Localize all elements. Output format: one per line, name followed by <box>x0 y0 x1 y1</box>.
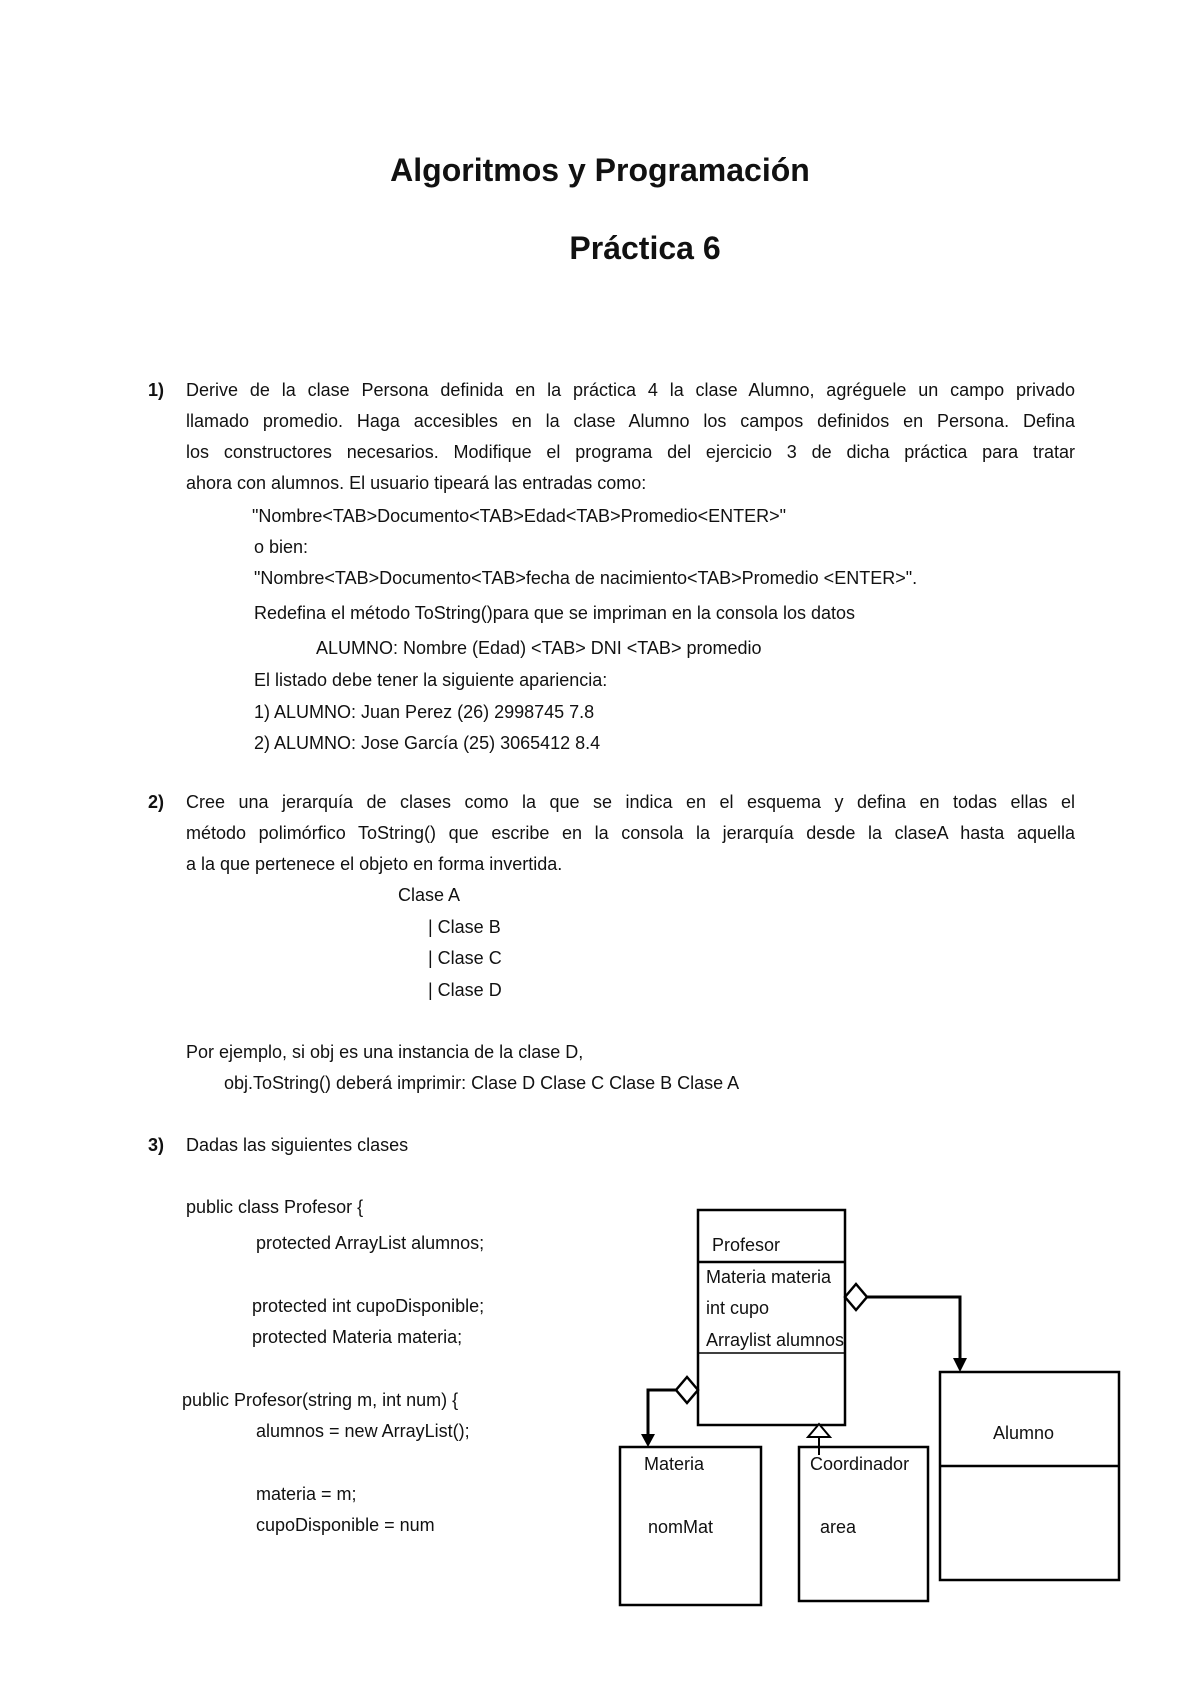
aggregation-diamond-alumno <box>845 1284 867 1310</box>
hierarchy-class-d: | Clase D <box>428 980 502 1000</box>
or-label: o bien: <box>254 537 309 557</box>
code-constructor: public Profesor(string m, int num) { <box>182 1390 459 1410</box>
exercise-2-line: método polimórfico ToString() que escribe en la consola la jerarquía desde la claseA hasta aquella <box>186 823 1075 843</box>
code-field-materia: protected Materia materia; <box>252 1327 463 1347</box>
code-field-cupo: protected int cupoDisponible; <box>252 1296 485 1316</box>
code-stmt-alumnos: alumnos = new ArrayList(); <box>256 1421 470 1441</box>
aggregation-line-alumno <box>867 1297 960 1360</box>
exercise-2-line: Cree una jerarquía de clases como la que se indica en el esquema y defina en todas ellas el <box>186 792 1075 812</box>
input-format-2: "Nombre<TAB>Documento<TAB>fecha de nacimiento<TAB>Promedio <ENTER>". <box>254 568 918 588</box>
exercise-3-number: 3) <box>148 1135 165 1155</box>
exercise-1-line: ahora con alumnos. El usuario tipeará las entradas como: <box>186 473 647 493</box>
hierarchy-class-c: | Clase C <box>428 948 502 968</box>
materia-class-name: Materia <box>644 1454 705 1474</box>
exercise-1-line: Derive de la clase Persona definida en la práctica 4 la clase Alumno, agréguele un campo privado <box>186 380 1075 400</box>
coordinador-field-area: area <box>820 1517 857 1537</box>
document-title: Algoritmos y Programación <box>390 152 810 188</box>
alumno-class-box <box>940 1372 1119 1580</box>
redefine-instruction: Redefina el método ToString()para que se impriman en la consola los datos <box>254 603 856 623</box>
hierarchy-class-b: | Clase B <box>428 917 501 937</box>
code-field-alumnos: protected ArrayList alumnos; <box>256 1233 485 1253</box>
materia-field-nommat: nomMat <box>648 1517 714 1537</box>
exercise-1-number: 1) <box>148 380 165 400</box>
alumno-class-name: Alumno <box>993 1423 1055 1443</box>
aggregation-line-materia <box>648 1390 676 1436</box>
exercise-3-intro: Dadas las siguientes clases <box>186 1135 409 1155</box>
aggregation-diamond-materia <box>676 1377 698 1403</box>
profesor-field-alumnos: Arraylist alumnos <box>706 1330 845 1350</box>
code-class-declaration: public class Profesor { <box>186 1197 364 1217</box>
coordinador-class-name: Coordinador <box>810 1454 910 1474</box>
exercise-2-number: 2) <box>148 792 165 812</box>
code-stmt-cupo: cupoDisponible = num <box>256 1515 435 1535</box>
input-format-1: "Nombre<TAB>Documento<TAB>Edad<TAB>Promedio<ENTER>" <box>252 506 787 526</box>
example-output: obj.ToString() deberá imprimir: Clase D Clase C Clase B Clase A <box>224 1073 740 1093</box>
hierarchy-class-a: Clase A <box>398 885 461 905</box>
profesor-field-cupo: int cupo <box>706 1298 770 1318</box>
profesor-field-materia: Materia materia <box>706 1267 832 1287</box>
alumno-output-format: ALUMNO: Nombre (Edad) <TAB> DNI <TAB> promedio <box>316 638 762 658</box>
arrowhead-materia <box>641 1434 655 1447</box>
exercise-2-line: a la que pertenece el objeto en forma invertida. <box>186 854 563 874</box>
sample-output-2: 2) ALUMNO: Jose García (25) 3065412 8.4 <box>254 733 601 753</box>
arrowhead-alumno <box>953 1358 967 1372</box>
code-stmt-materia: materia = m; <box>256 1484 357 1504</box>
sample-output-1: 1) ALUMNO: Juan Perez (26) 2998745 7.8 <box>254 702 595 722</box>
example-description: Por ejemplo, si obj es una instancia de la clase D, <box>186 1042 584 1062</box>
exercise-1-line: los constructores necesarios. Modifique el programa del ejercicio 3 de dicha práctica para tratar <box>186 442 1075 462</box>
profesor-class-name: Profesor <box>712 1235 781 1255</box>
exercise-1-line: llamado promedio. Haga accesibles en la clase Alumno los campos definidos en Persona. Defina <box>186 411 1075 431</box>
listing-intro: El listado debe tener la siguiente apariencia: <box>254 670 608 690</box>
document-subtitle: Práctica 6 <box>569 230 721 266</box>
